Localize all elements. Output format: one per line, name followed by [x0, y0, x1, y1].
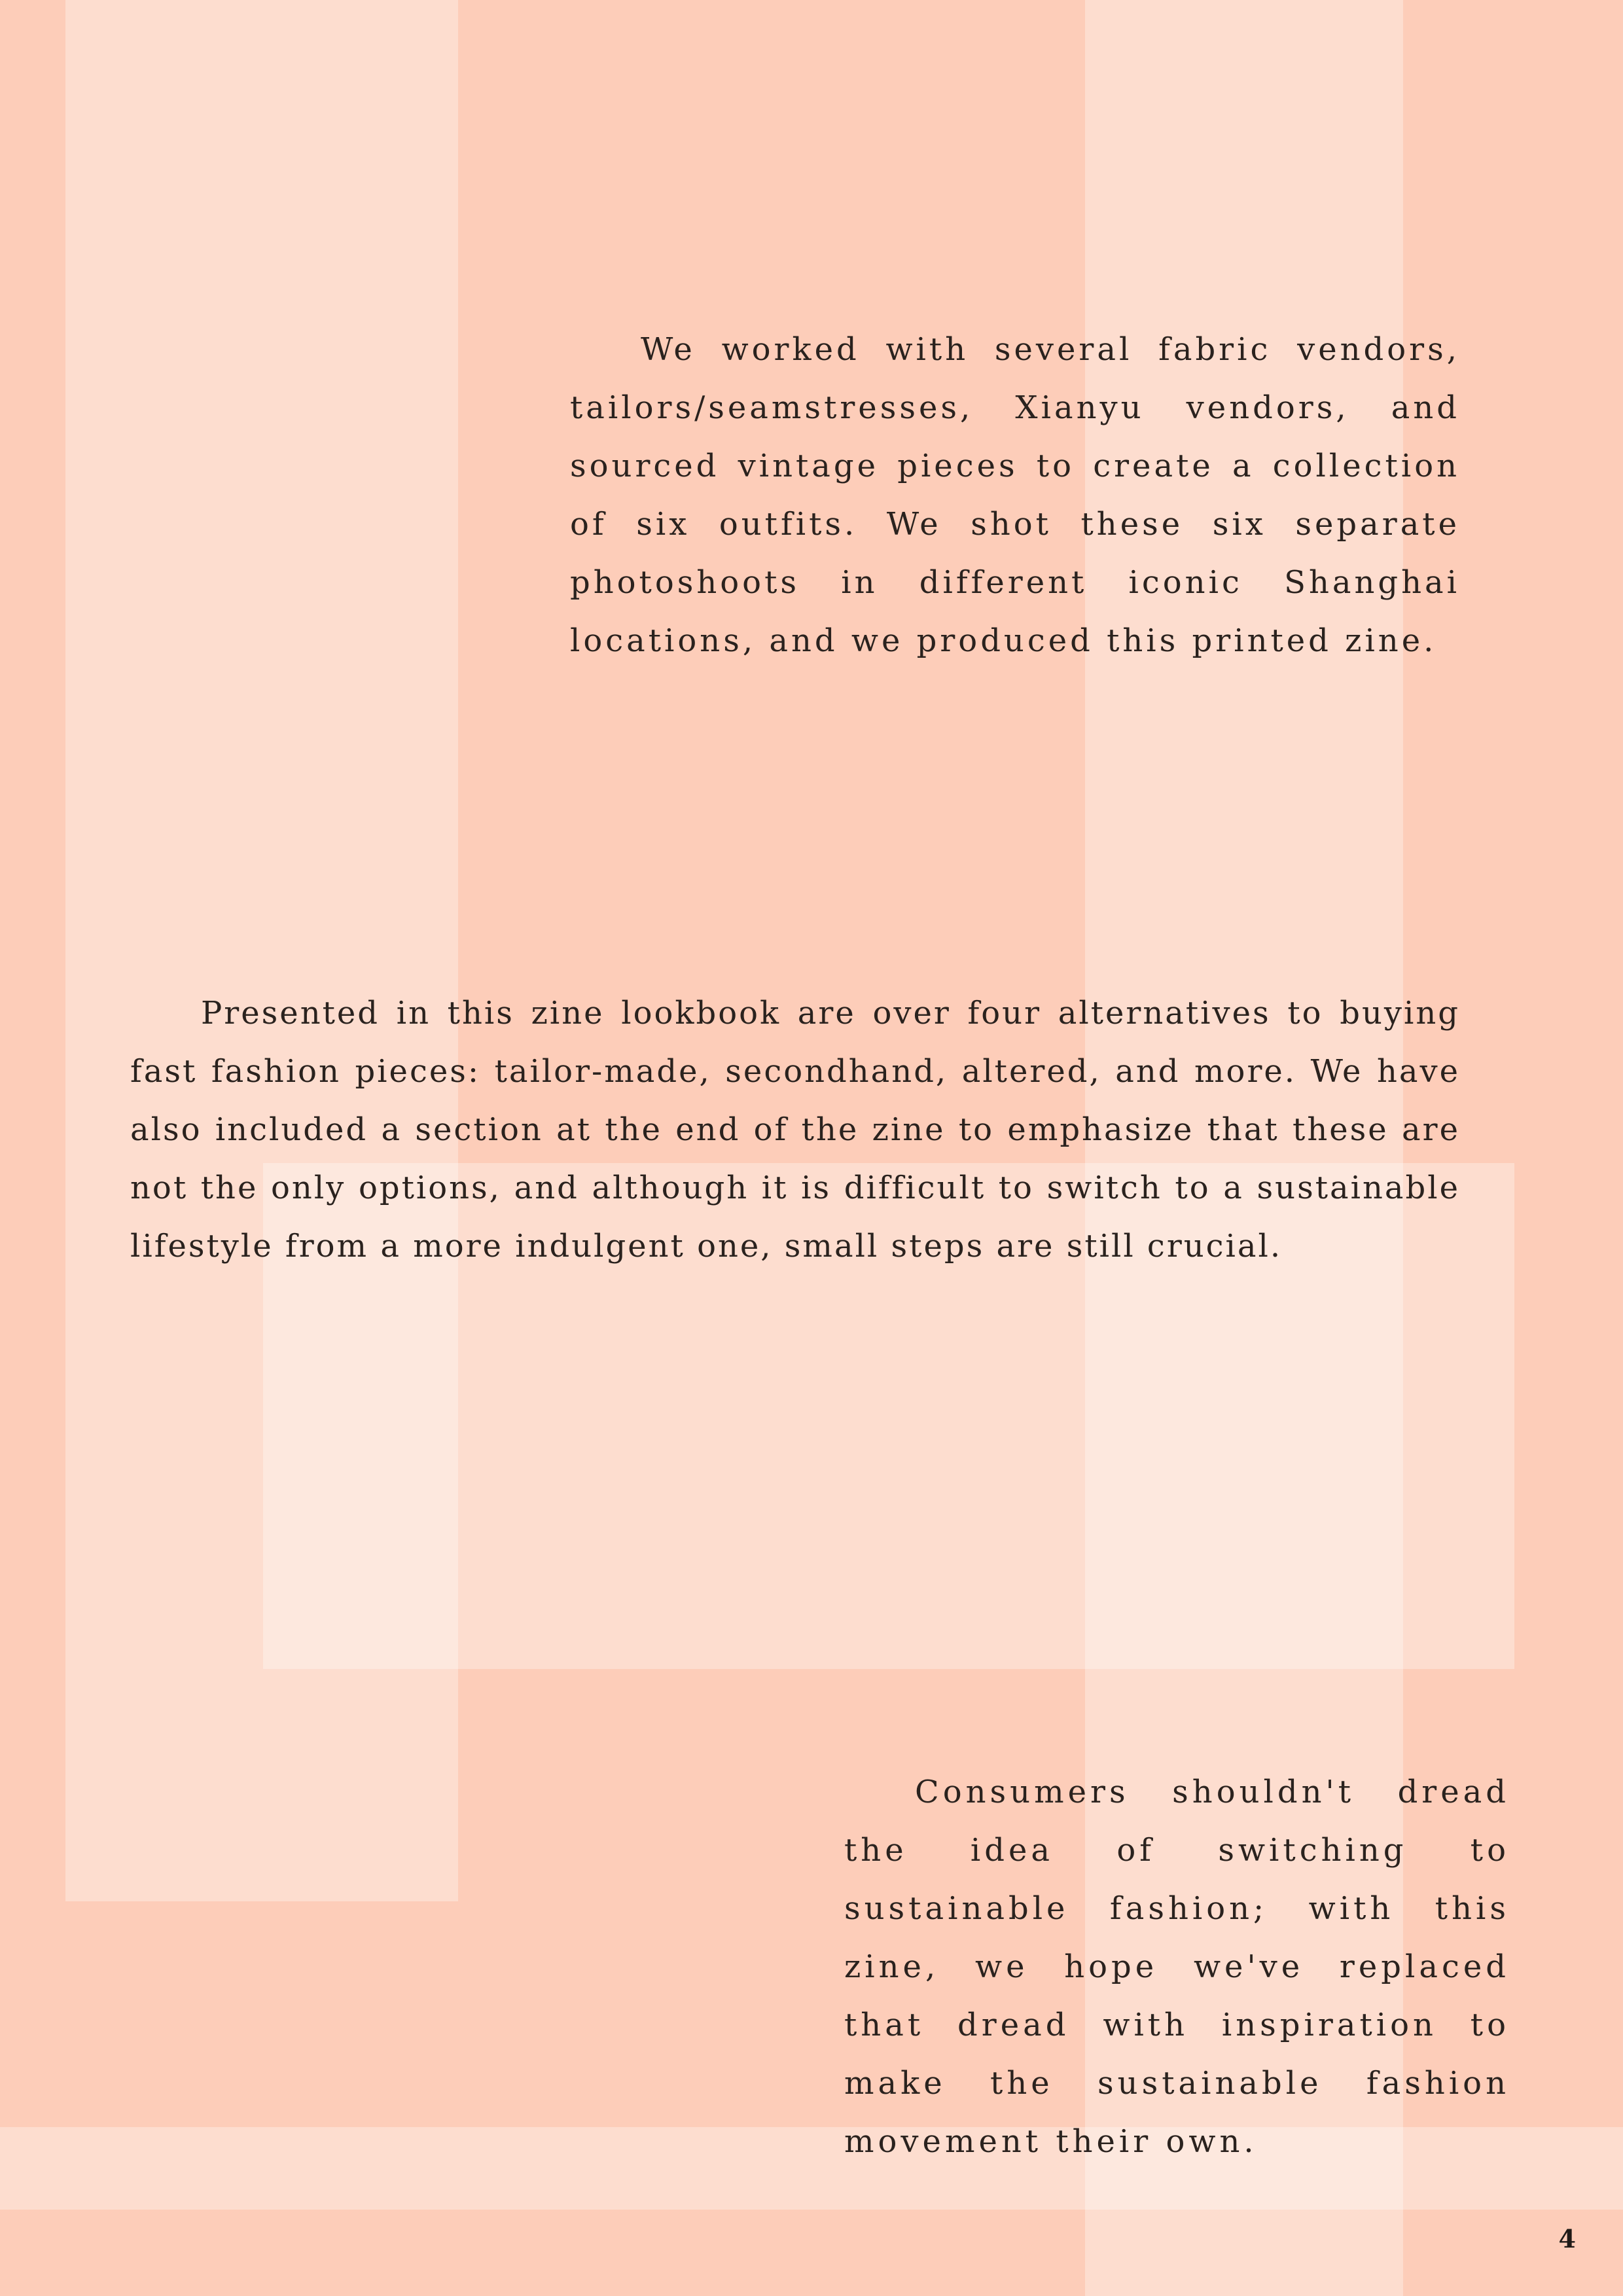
- page-number: 4: [1558, 2224, 1576, 2253]
- paragraph-production: We worked with several fabric vendors, tailors/seamstresses, Xianyu vendors, and sourced vintage pieces to create a collection of six outfits. We shot these six separate photoshoots in different iconic Shanghai locations, and we produced this printed zine.: [570, 331, 1460, 659]
- paragraph-closing: Consumers shouldn't dread the idea of switching to sustainable fashion; with this zine, we hope we've replaced that dread with inspiration to make the sustainable fashion movement their own.: [844, 1774, 1510, 2160]
- paragraph-alternatives: Presented in this zine lookbook are over four alternatives to buying fast fashion pieces: tailor-made, secondhand, altered, and more. We have also included a section at the end of the zine to emphasize that these are not the only options, and although it is difficult to switch to a sustainable lifestyle from a more indulgent one, small steps are still crucial.: [130, 995, 1460, 1265]
